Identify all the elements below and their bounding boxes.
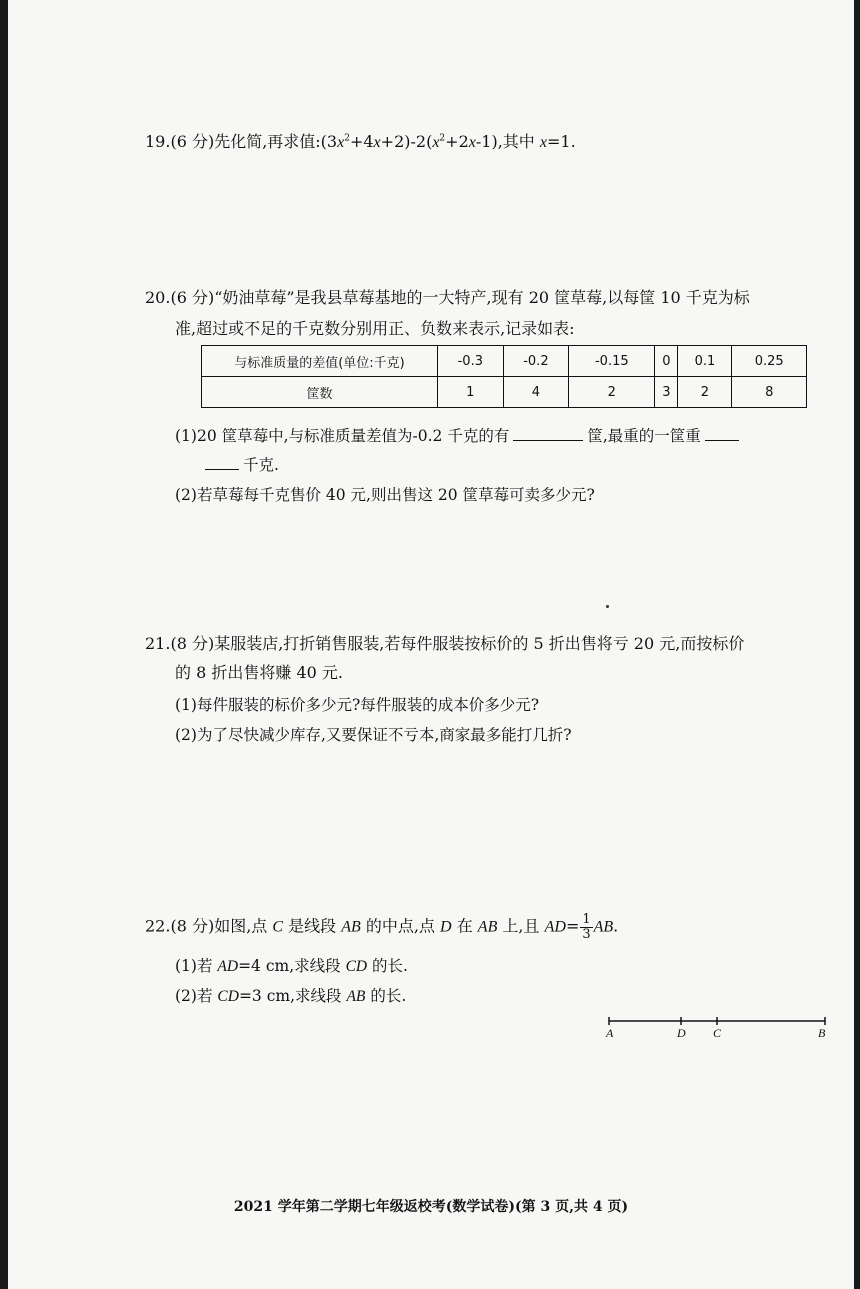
table-row bbox=[202, 346, 807, 377]
answer-blank-1[interactable] bbox=[513, 440, 583, 441]
table-cell: 0.25 bbox=[732, 346, 807, 377]
table-cell: -0.3 bbox=[438, 346, 504, 377]
page-footer: 2021 学年第二学期七年级返校考(数学试卷)(第 3 页,共 4 页) bbox=[233, 1199, 629, 1215]
question-21-sub2: (2)为了尽快减少库存,又要保证不亏本,商家最多能打几折? bbox=[175, 726, 572, 744]
stray-mark bbox=[606, 605, 609, 608]
question-22-sub2: (2)若 CD=3 cm,求线段 AB 的长. bbox=[175, 987, 407, 1005]
question-20-sub1: (1)20 筐草莓中,与标准质量差值为-0.2 千克的有 筐,最重的一筐重 bbox=[175, 424, 743, 446]
question-21-line1: 21.(8 分)某服装店,打折销售服装,若每件服装按标价的 5 折出售将亏 20 元,而按标价 bbox=[145, 634, 745, 653]
table-cell: 4 bbox=[503, 377, 569, 408]
question-20-sub1-cont: 千克. bbox=[205, 453, 279, 475]
exam-page bbox=[8, 0, 854, 1289]
table-cell: 3 bbox=[655, 377, 678, 408]
table-cell: 筐数 bbox=[202, 377, 438, 408]
table-cell: 0.1 bbox=[678, 346, 732, 377]
question-20-line2: 准,超过或不足的千克数分别用正、负数来表示,记录如表: bbox=[175, 319, 575, 338]
table-cell: 8 bbox=[732, 377, 807, 408]
table-cell: -0.2 bbox=[503, 346, 569, 377]
question-20-line1: 20.(6 分)“奶油草莓”是我县草莓基地的一大特产,现有 20 筐草莓,以每筐 10 千克为标 bbox=[145, 288, 750, 307]
table-cell: 1 bbox=[438, 377, 504, 408]
point-label-b: B bbox=[818, 1026, 826, 1040]
fraction-one-third: $\frac{1}{3}$ bbox=[582, 912, 591, 942]
question-20-sub2: (2)若草莓每千克售价 40 元,则出售这 20 筐草莓可卖多少元? bbox=[175, 486, 595, 504]
point-label-c: C bbox=[713, 1026, 722, 1040]
table-cell: 0 bbox=[655, 346, 678, 377]
question-22-sub1: (1)若 AD=4 cm,求线段 CD 的长. bbox=[175, 957, 408, 975]
question-21-line2: 的 8 折出售将赚 40 元. bbox=[175, 663, 343, 682]
point-label-a: A bbox=[606, 1026, 614, 1040]
table-cell: -0.15 bbox=[569, 346, 655, 377]
answer-blank-2-cont[interactable] bbox=[205, 469, 239, 470]
table-cell: 与标准质量的差值(单位:千克) bbox=[202, 346, 438, 377]
table-cell: 2 bbox=[569, 377, 655, 408]
data-table bbox=[201, 345, 807, 408]
answer-blank-2[interactable] bbox=[705, 440, 739, 441]
question-19: 19.(6 分)先化简,再求值$:(3x^2+4x+2)-2(x^2+2x-1)$,其中 x=1. bbox=[145, 132, 576, 151]
question-21-sub1: (1)每件服装的标价多少元?每件服装的成本价多少元? bbox=[175, 696, 540, 714]
question-22-stem: 22.(8 分)如图,点 C 是线段 AB 的中点,点 D 在 AB 上,且 AD= $\frac{1}{3}$ AB. bbox=[145, 912, 619, 942]
table-cell: 2 bbox=[678, 377, 732, 408]
point-label-d: D bbox=[677, 1026, 686, 1040]
table-row bbox=[202, 377, 807, 408]
